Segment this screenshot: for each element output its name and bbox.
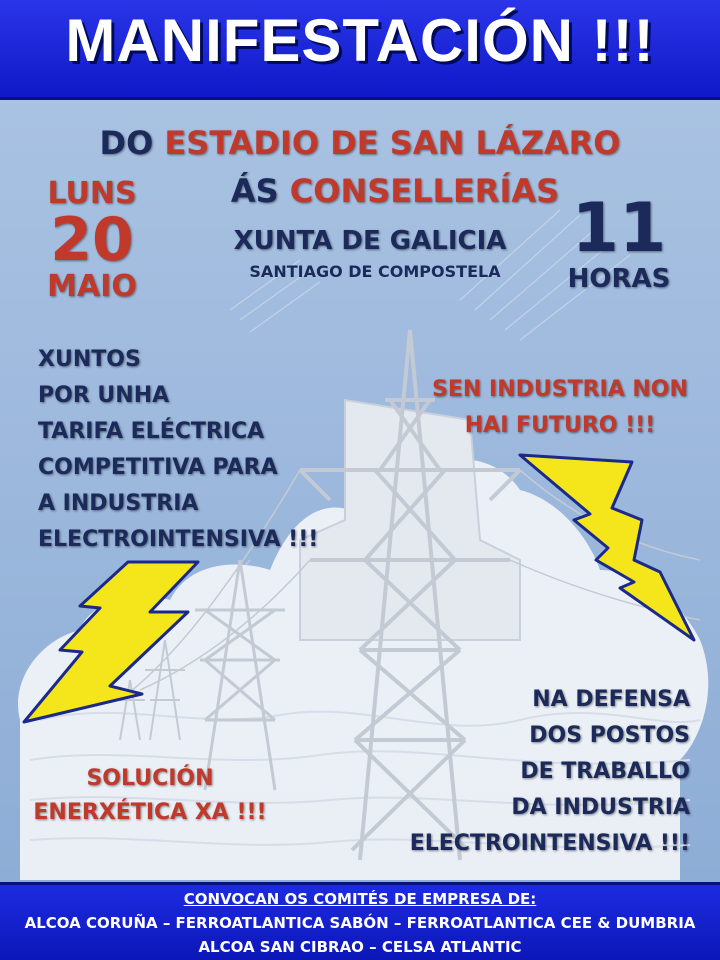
route-to-place: CONSELLERÍAS: [289, 172, 560, 210]
slogan-bottom-right: [400, 682, 690, 862]
slogan-left-line: ELECTROINTENSIVA !!!: [38, 527, 319, 552]
slogan-bottom-right-line: DA INDUSTRIA: [511, 795, 690, 820]
slogan-bottom-right-line: DE TRABALLO: [520, 759, 690, 784]
hour: 11: [571, 189, 667, 268]
route-from: [0, 124, 720, 162]
footer-heading: CONVOCAN OS COMITÉS DE EMPRESA DE:: [183, 890, 537, 908]
route-to-prefix: ÁS: [230, 172, 279, 210]
slogan-left-line: COMPETITIVA PARA: [38, 455, 278, 480]
slogan-left-line: TARIFA ELÉCTRICA: [38, 419, 265, 444]
route-from-prefix: DO: [99, 124, 154, 162]
slogan-bottom-right-line: ELECTROINTENSIVA !!!: [409, 831, 690, 856]
footer-line-1: ALCOA CORUÑA – FERROATLANTICA SABÓN – FERROATLANTICA CEE & DUMBRIA: [24, 914, 696, 932]
day-number: 20: [50, 205, 134, 275]
time-block: [560, 189, 678, 294]
slogan-right-line: SEN INDUSTRIA NON: [432, 377, 688, 402]
institution: XUNTA DE GALICIA: [233, 226, 507, 256]
slogan-left-line: XUNTOS: [38, 347, 141, 372]
slogan-bottom-right-line: NA DEFENSA: [532, 687, 690, 712]
month: MAIO: [47, 269, 137, 304]
hour-label: HORAS: [567, 264, 671, 294]
slogan-bottom-right-line: DOS POSTOS: [529, 723, 690, 748]
slogan-right-line: HAI FUTURO !!!: [464, 413, 656, 438]
page-title: MANIFESTACIÓN !!!: [65, 7, 655, 74]
slogan-bottom-left: [20, 762, 280, 830]
route-from-place: ESTADIO DE SAN LÁZARO: [164, 124, 621, 162]
slogan-left-line: A INDUSTRIA: [38, 491, 199, 516]
slogan-right: [420, 372, 700, 444]
footer-banner: [0, 882, 720, 960]
slogan-bottom-left-line: ENERXÉTICA XA !!!: [33, 800, 267, 825]
slogan-left: [38, 342, 318, 558]
slogan-bottom-left-line: SOLUCIÓN: [86, 766, 214, 791]
slogan-left-line: POR UNHA: [38, 383, 170, 408]
city: SANTIAGO DE COMPOSTELA: [249, 262, 501, 281]
weekday: LUNS: [47, 176, 137, 211]
footer-line-2: ALCOA SAN CIBRAO – CELSA ATLANTIC: [198, 938, 522, 956]
date-block: [32, 176, 152, 304]
